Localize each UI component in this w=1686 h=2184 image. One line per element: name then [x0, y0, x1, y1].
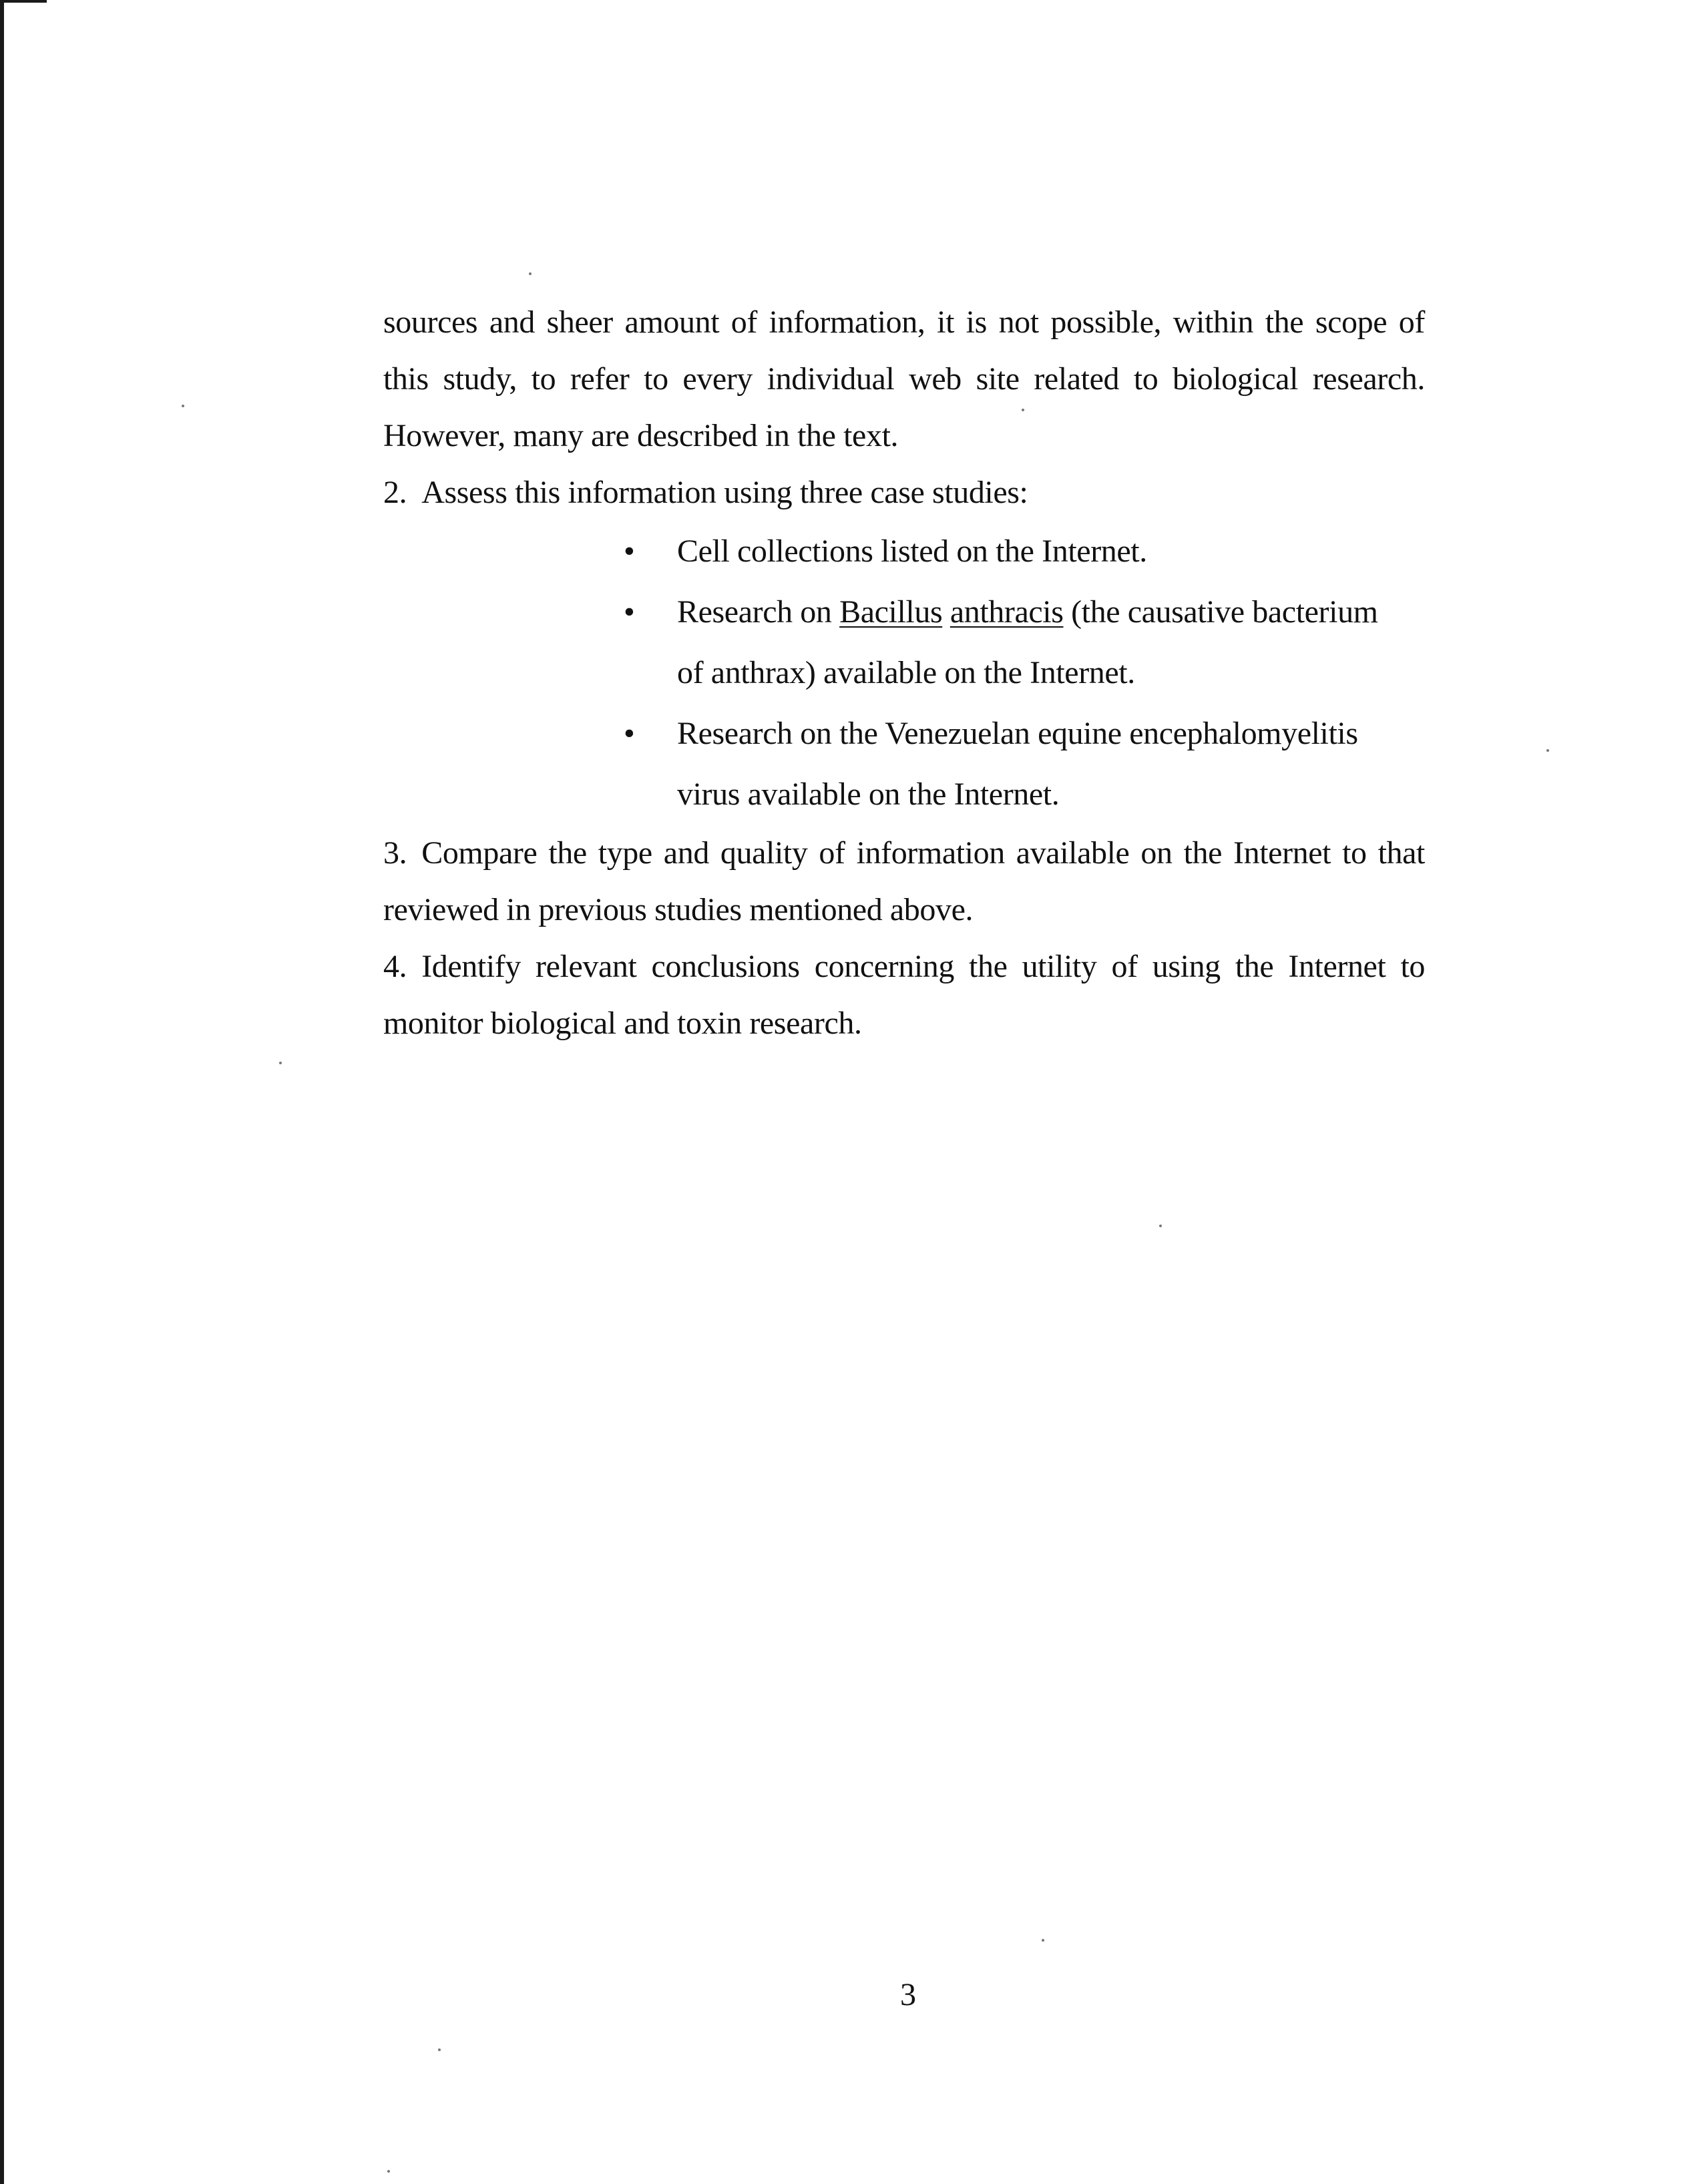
scan-speck — [438, 2048, 441, 2051]
document-body — [383, 294, 1425, 1052]
scan-speck — [387, 2170, 390, 2173]
scan-speck — [529, 272, 532, 275]
bullet-text: Research on the Venezuelan equine encephalomyelitis virus available on the Internet. — [677, 716, 1358, 812]
genus-name: Bacillus — [839, 594, 943, 630]
bullet-text: Cell collections listed on the Internet. — [677, 533, 1147, 569]
item-number: 2. — [383, 475, 407, 510]
scan-left-edge — [0, 0, 4, 2184]
bullet-icon: • — [624, 716, 635, 751]
scan-speck — [1159, 1225, 1162, 1227]
species-name: anthracis — [950, 594, 1064, 630]
numbered-item-2 — [383, 464, 1425, 521]
item-number: 3. — [383, 835, 407, 871]
item-text: Assess this information using three case studies: — [421, 475, 1028, 510]
bullet-icon: • — [624, 594, 635, 630]
scan-top-edge — [0, 0, 47, 3]
scan-speck — [1546, 749, 1549, 752]
list-item — [624, 703, 1378, 825]
bullet-text-pre: Research on — [677, 594, 840, 630]
item-number: 4. — [383, 949, 407, 984]
bullet-icon: • — [624, 533, 635, 569]
scan-speck — [182, 405, 184, 407]
case-study-list — [624, 521, 1378, 825]
item-text: Compare the type and quality of information available on the Internet to that reviewed in previous studies mentioned above. — [383, 835, 1425, 927]
page-number: 3 — [900, 1977, 916, 2012]
scan-speck — [1042, 1939, 1044, 1942]
scan-speck — [279, 1062, 282, 1064]
item-text: Identify relevant conclusions concerning the utility of using the Internet to monitor biological and toxin research. — [383, 949, 1425, 1041]
list-item — [624, 582, 1378, 703]
numbered-item-3 — [383, 825, 1425, 938]
list-item — [624, 521, 1378, 582]
numbered-item-4 — [383, 938, 1425, 1052]
bullet-text-post: (the causative bacterium of anthrax) available on the Internet. — [677, 594, 1378, 690]
paragraph-continuation: sources and sheer amount of information, it is not possible, within the scope of this study, to refer to every individual web site related to biological research. However, many are described in the text. — [383, 304, 1425, 453]
